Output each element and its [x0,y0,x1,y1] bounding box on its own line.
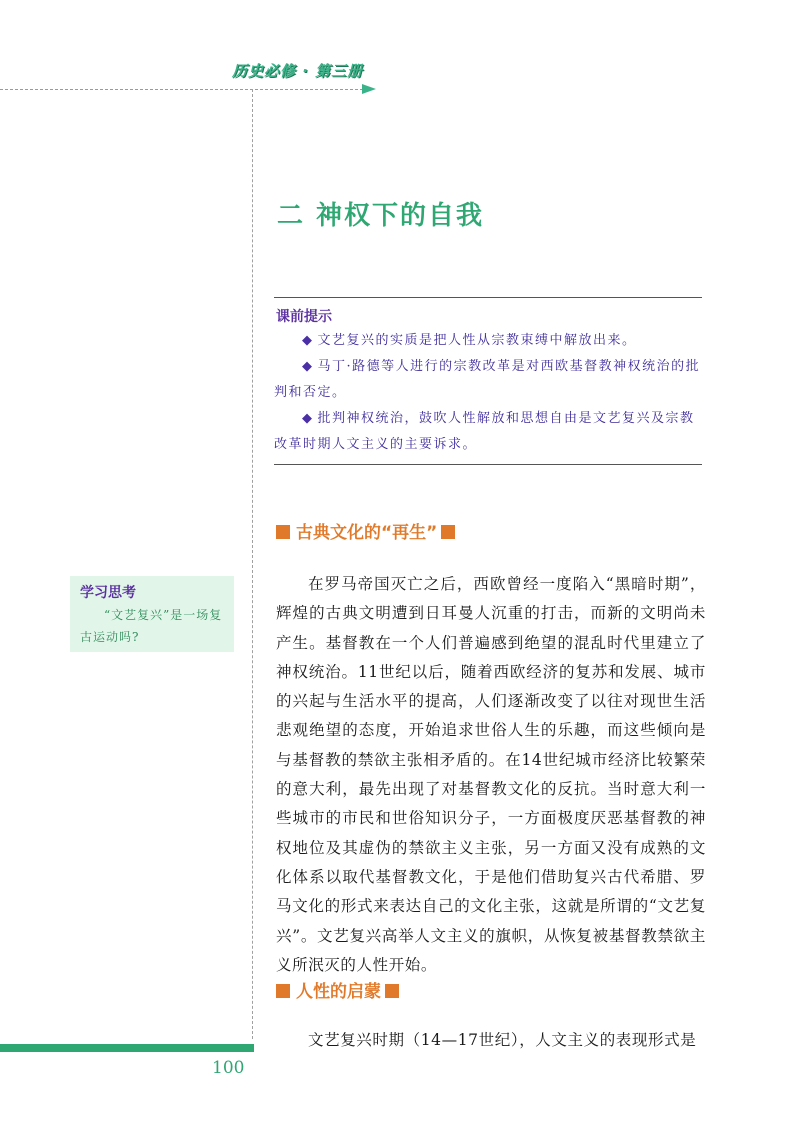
preview-item-text: 马丁·路德等人进行的宗教改革是对西欧基督教神权统治的批判和否定。 [274,359,701,400]
study-question-heading: 学习思考 [80,585,136,601]
subsection-heading [276,977,399,1002]
diamond-bullet-icon: ◆ [302,359,314,374]
square-bullet-icon [441,525,455,539]
margin-divider [252,89,253,1039]
subsection-heading [276,518,455,543]
diamond-bullet-icon: ◆ [302,411,314,426]
study-question-text: “文艺复兴”是一场复古运动吗? [80,608,223,644]
page-number: 100 [212,1058,245,1078]
preview-heading: 课前提示 [276,309,332,325]
preview-item-text: 文艺复兴的实质是把人性从宗教束缚中解放出来。 [317,333,637,348]
header-divider [0,89,368,90]
preview-item [274,328,702,354]
arrow-icon [362,84,376,94]
square-bullet-icon [276,984,290,998]
section-title: 二 神权下的自我 [277,201,485,231]
square-bullet-icon [276,525,290,539]
body-paragraph: 在罗马帝国灭亡之后，西欧曾经一度陷入“黑暗时期”，辉煌的古典文明遭到日耳曼人沉重的打击，而新的文明尚未产生。基督教在一个人们普遍感到绝望的混乱时代里建立了神权统治。11世纪以后，随着西欧经济的复苏和发展、城市的兴起与生活水平的提高，人们逐渐改变了以往对现世生活悲观绝望的态度，开始追求世俗人生的乐趣，而这些倾向是与基督教的禁欲主张相矛盾的。在14世纪城市经济比较繁荣的意大利，最先出现了对基督教文化的反抗。当时意大利一些城市的市民和世俗知识分子，一方面极度厌恶基督教的神权地位及其虚伪的禁欲主义主张，另一方面又没有成熟的文化体系以取代基督教文化，于是他们借助复兴古代希腊、罗马文化的形式来表达自己的文化主张，这就是所谓的“文艺复兴”。文艺复兴高举人文主义的旗帜，从恢复被基督教禁欲主义所泯灭的人性开始。 [276,575,706,974]
preview-item [274,354,702,406]
subsection-heading-text: 人性的启蒙 [296,982,381,1002]
running-header-title: 历史必修 · 第三册 [232,62,364,80]
diamond-bullet-icon: ◆ [302,333,314,348]
body-paragraph: 文艺复兴时期（14—17世纪），人文主义的表现形式是 [308,1031,697,1049]
lesson-preview-box [274,297,702,465]
subsection-heading-text: 古典文化的“再生” [296,523,438,543]
study-question-box [70,576,234,652]
square-bullet-icon [385,984,399,998]
footer-bar [0,1044,254,1052]
preview-item [274,406,702,458]
preview-item-text: 批判神权统治，鼓吹人性解放和思想自由是文艺复兴及宗教改革时期人文主义的主要诉求。 [274,411,695,452]
